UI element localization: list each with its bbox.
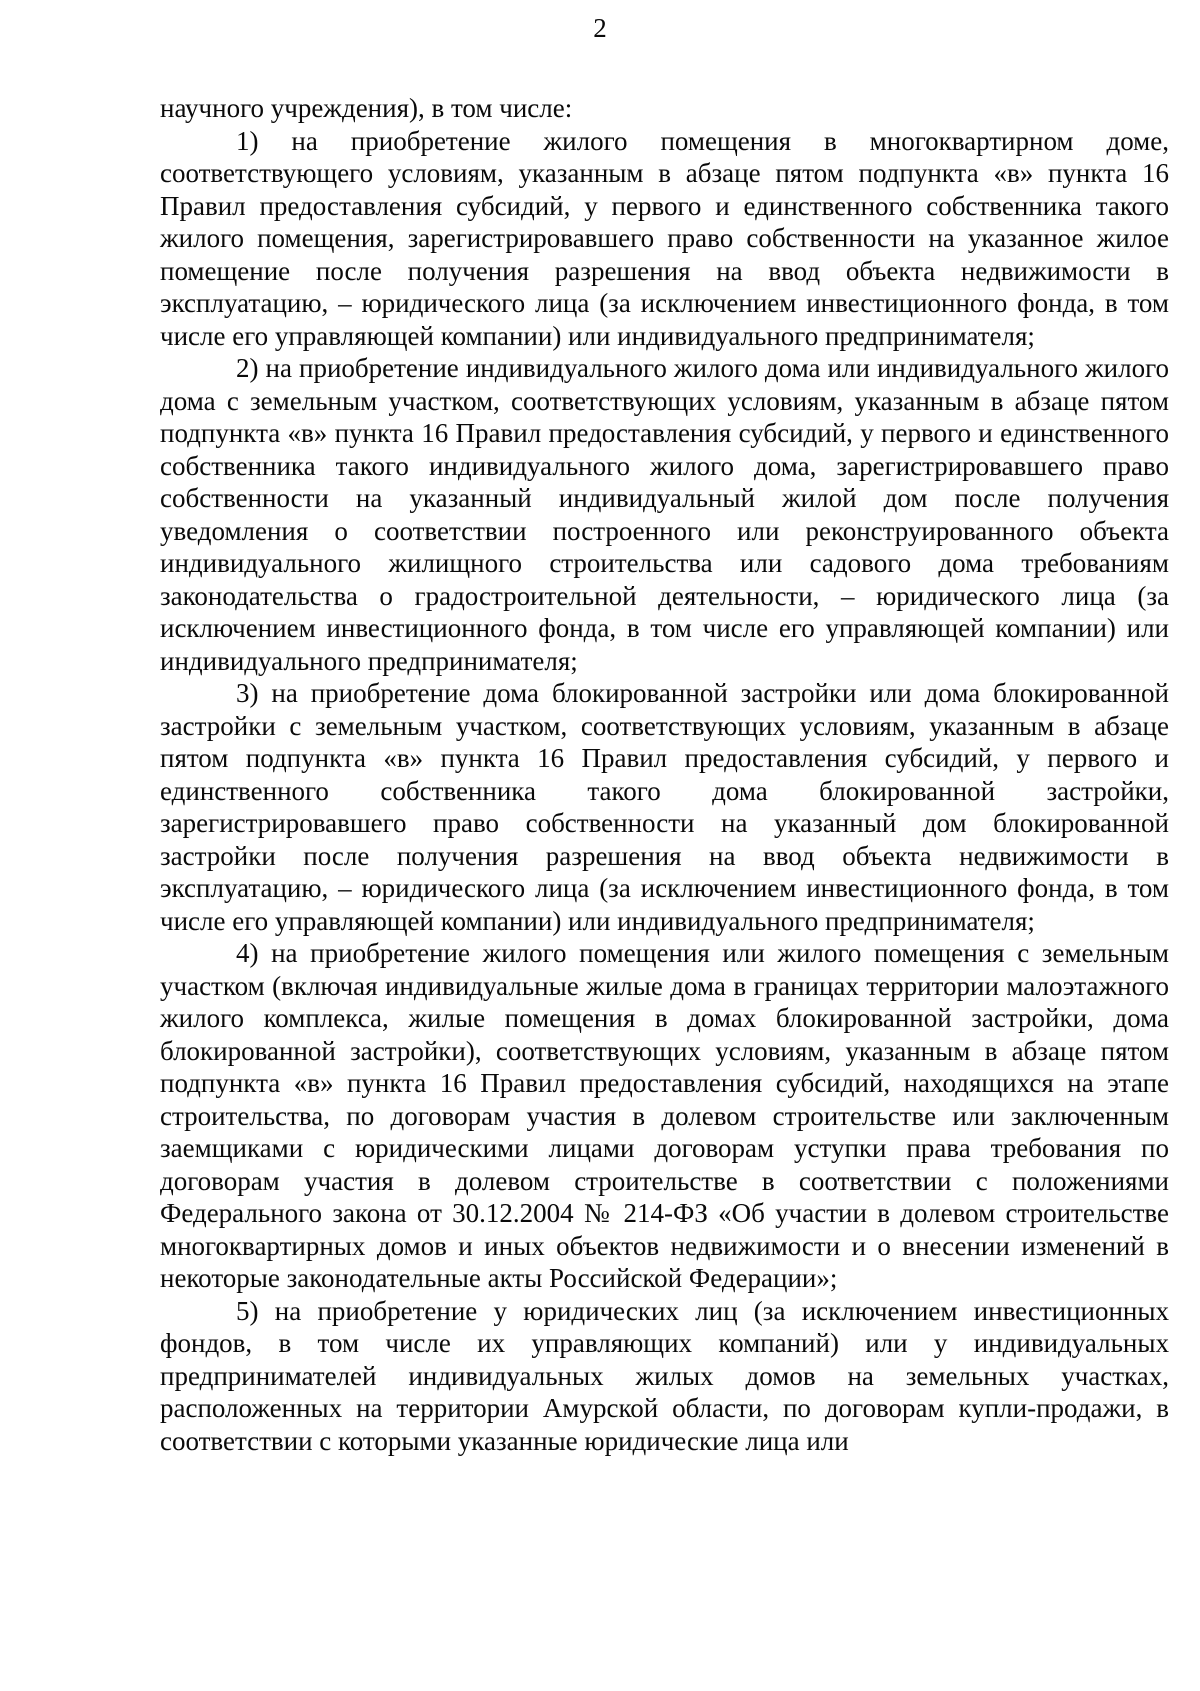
paragraph-item-3: 3) на приобретение дома блокированной застройки или дома блокированной застройки с земельным участком, соответствующих условиям, указанным в абзаце пятом подпункта «в» пункта 16 Правил предоставления субсидий, у первого и единственного собственника такого дома блокированной застройки, зарегистрировавшего право собственности на указанный дом блокированной застройки после получения разрешения на ввод объекта недвижимости в эксплуатацию, – юридического лица (за исключением инвестиционного фонда, в том числе его управляющей компании) или индивидуального предпринимателя; (160, 678, 1169, 936)
paragraph-item-4: 4) на приобретение жилого помещения или жилого помещения с земельным участком (включая индивидуальные жилые дома в границах территории малоэтажного жилого комплекса, жилые помещения в домах блокированной застройки, дома блокированной застройки), соответствующих условиям, указанным в абзаце пятом подпункта «в» пункта 16 Правил предоставления субсидий, находящихся на этапе строительства, по договорам участия в долевом строительстве или заключенным заемщиками с юридическими лицами договорам уступки права требования по договорам участия в долевом строительстве в соответствии с положениями Федерального закона от 30.12.2004 № 214-ФЗ «Об участии в долевом строительстве многоквартирных домов и иных объектов недвижимости и о внесении изменений в некоторые законодательные акты Российской Федерации»; (160, 938, 1169, 1293)
paragraph-item-5: 5) на приобретение у юридических лиц (за исключением инвестиционных фондов, в том числе их управляющих компаний) или у индивидуальных предпринимателей индивидуальных жилых домов на земельных участках, расположенных на территории Амурской области, по договорам купли-продажи, в соответствии с которыми указанные юридические лица или (160, 1295, 1169, 1456)
paragraph-item-2: 2) на приобретение индивидуального жилого дома или индивидуального жилого дома с земельным участком, соответствующих условиям, указанным в абзаце пятом подпункта «в» пункта 16 Правил предоставления субсидий, у первого и единственного собственника такого индивидуального жилого дома, зарегистрировавшего право собственности на указанный индивидуальный жилой дом после получения уведомления о соответствии построенного или реконструированного объекта индивидуального жилищного строительства или садового дома требованиям законодательства о градостроительной деятельности, – юридического лица (за исключением инвестиционного фонда, в том числе его управляющей компании) или индивидуального предпринимателя; (160, 353, 1169, 676)
paragraph-intro: научного учреждения), в том числе: (160, 93, 573, 123)
document-body (160, 92, 1169, 1457)
paragraph-item-1: 1) на приобретение жилого помещения в многоквартирном доме, соответствующего условиям, указанным в абзаце пятом подпункта «в» пункта 16 Правил предоставления субсидий, у первого и единственного собственника такого жилого помещения, зарегистрировавшего право собственности на указанное жилое помещение после получения разрешения на ввод объекта недвижимости в эксплуатацию, – юридического лица (за исключением инвестиционного фонда, в том числе его управляющей компании) или индивидуального предпринимателя; (160, 125, 1169, 351)
page-number: 2 (593, 13, 607, 43)
